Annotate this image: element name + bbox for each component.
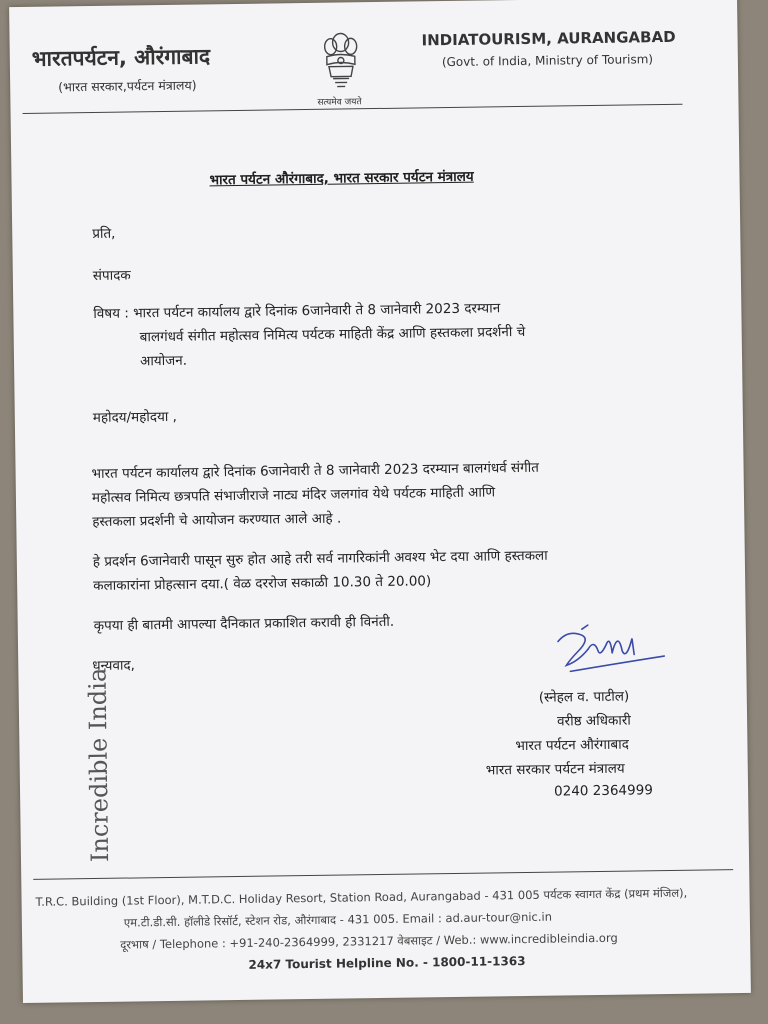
paragraph-3: कृपया ही बातमी आपल्या दैनिकात प्रकाशित करावी ही विनंती. <box>93 613 395 635</box>
signatory-designation: वरीष्ठ अधिकारी <box>556 712 631 730</box>
signatory-office: भारत पर्यटन औरंगाबाद <box>515 736 629 755</box>
letter-sheet <box>9 0 751 1003</box>
header-english-title: INDIATOURISM, AURANGABAD <box>421 27 676 50</box>
signatory-phone: 0240 2364999 <box>553 782 653 800</box>
header-hindi-subtitle: (भारत सरकार,पर्यटन मंत्रालय) <box>58 77 197 95</box>
salutation: महोदय/महोदया , <box>92 408 178 427</box>
paragraph-1-line-2: महोत्सव निमित्य छत्रपति संभाजीराजे नाट्य मंदिर जलगांव येथे पर्यटक माहिती आणि <box>91 484 496 507</box>
letter-heading: भारत पर्यटन औरंगाबाद, भारत सरकार पर्यटन मंत्रालय <box>209 168 474 189</box>
closing: धन्यवाद, <box>92 657 135 675</box>
signatory-ministry: भारत सरकार पर्यटन मंत्रालय <box>485 760 625 779</box>
signature-icon <box>548 620 667 680</box>
incredible-india-brand: Incredible India <box>83 667 115 863</box>
paragraph-1-line-1: भारत पर्यटन कार्यालय द्वारे दिनांक 6जानेवारी ते 8 जानेवारी 2023 दरम्यान बालगंधर्व संगीत <box>91 459 540 483</box>
footer-address-english: T.R.C. Building (1st Floor), M.T.D.C. Holiday Resort, Station Road, Aurangabad - 431 005 पर्यटक स्वागत केंद्र (प्रथम मंजिल), <box>35 885 688 909</box>
header-english-subtitle: (Govt. of India, Ministry of Tourism) <box>441 52 654 70</box>
subject-line-3: आयोजन. <box>139 352 188 370</box>
footer-divider <box>33 869 733 880</box>
paragraph-2-line-2: कलाकारांना प्रोहत्सान दया.( वेळ दररोज सकाळी 10.30 ते 20.00) <box>93 573 432 595</box>
signatory-name: (स्नेहल व. पाटील) <box>538 688 630 706</box>
footer-telephone: दूरभाष / Telephone : +91-240-2364999, 2331217 वेबसाइट / Web.: www.incredibleindia.org <box>120 930 618 952</box>
subject-line-2: बालगंधर्व संगीत महोत्सव निमित्य पर्यटक माहिती केंद्र आणि हस्तकला प्रदर्शनी चे <box>139 323 526 346</box>
subject-line-1: विषय : भारत पर्यटन कार्यालय द्वारे दिनांक 6जानेवारी ते 8 जानेवारी 2023 दरम्यान <box>93 300 501 322</box>
emblem-motto: सत्यमेव जयते <box>317 97 362 108</box>
header-hindi-title: भारतपर्यटन, औरंगाबाद <box>31 44 211 71</box>
footer-address-hindi: एम.टी.डी.सी. हॉलीडे रिसॉर्ट, स्टेशन रोड, औरंगाबाद - 431 005. Email : ad.aur-tour@nic.in <box>123 909 553 930</box>
to-line: प्रति, <box>92 225 116 242</box>
footer-helpline: 24x7 Tourist Helpline No. - 1800-11-1363 <box>248 954 526 972</box>
recipient: संपादक <box>92 267 131 284</box>
national-emblem-icon <box>318 30 363 93</box>
paragraph-1-line-3: हस्तकला प्रदर्शनी चे आयोजन करण्यात आले आहे . <box>92 510 342 531</box>
paragraph-2-line-1: हे प्रदर्शन 6जानेवारी पासून सुरु होत आहे तरी सर्व नागरिकांनी अवश्य भेट दया आणि हस्तकला <box>92 547 548 571</box>
